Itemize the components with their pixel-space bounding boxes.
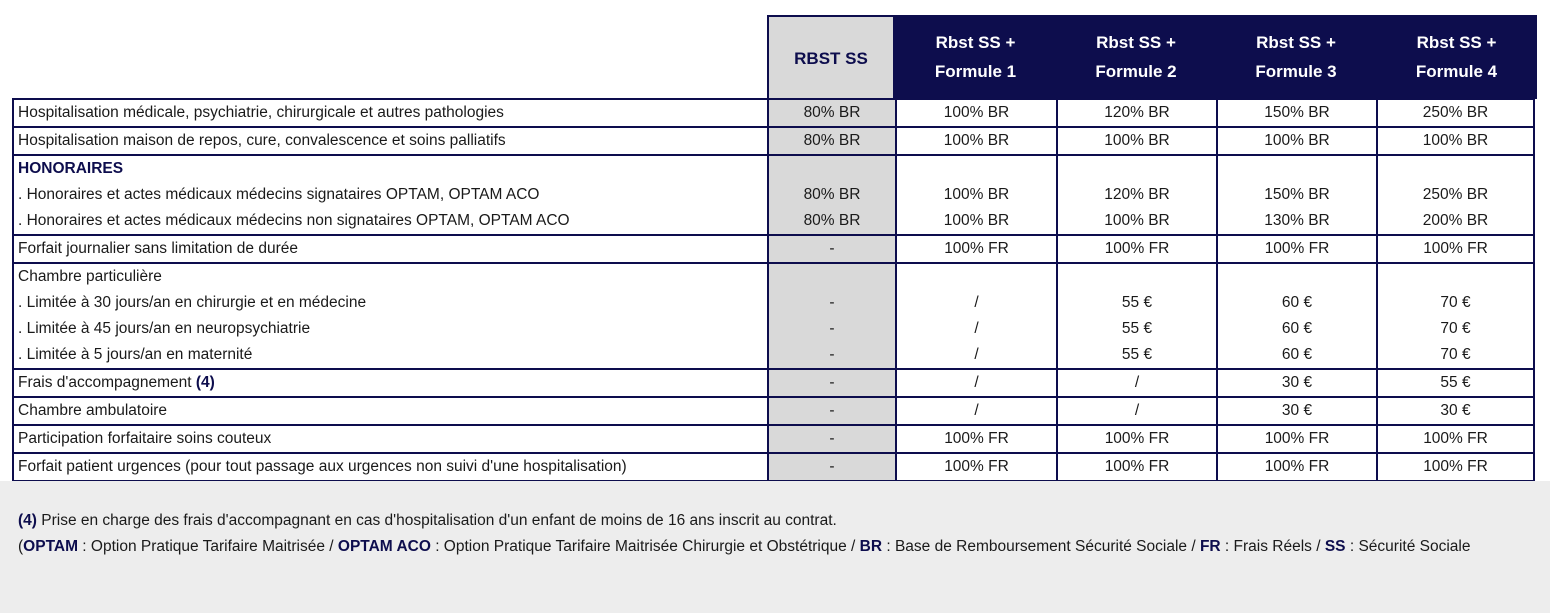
cell-formule-2: 55 € <box>1121 346 1153 363</box>
row-label: Forfait patient urgences (pour tout passage aux urgences non suivi d'une hospitalisation) <box>18 458 627 475</box>
cell-rbst-ss: - <box>829 346 835 363</box>
row-label: . Limitée à 5 jours/an en maternité <box>18 346 253 363</box>
row-label: . Honoraires et actes médicaux médecins non signataires OPTAM, OPTAM ACO <box>18 212 570 229</box>
cell-rbst-ss: 80% BR <box>803 186 861 203</box>
cell-formule-4: 200% BR <box>1422 212 1489 229</box>
row-label: Chambre ambulatoire <box>18 402 168 419</box>
header-formule-1-line2: Formule 1 <box>934 62 1017 81</box>
cell-formule-2: 55 € <box>1121 320 1153 337</box>
cell-formule-3: 60 € <box>1281 294 1313 311</box>
header-formule-4 <box>1376 15 1537 99</box>
cell-formule-4: 70 € <box>1440 320 1471 337</box>
cell-formule-3: 100% FR <box>1264 430 1330 447</box>
cell-formule-2: 100% BR <box>1104 212 1170 229</box>
cell-formule-4: 70 € <box>1440 346 1471 363</box>
cell-rbst-ss: 80% BR <box>803 212 861 229</box>
footnote-ref: (4) <box>195 374 215 391</box>
row-label: Forfait journalier sans limitation de durée <box>18 240 298 257</box>
cell-formule-4: 100% FR <box>1423 430 1488 447</box>
header-formule-2-line2: Formule 2 <box>1095 62 1177 81</box>
cell-rbst-ss: - <box>829 320 835 337</box>
footnotes-panel <box>0 481 1550 613</box>
header-formule-4-line1: Rbst SS + <box>1416 33 1497 52</box>
section-title-honoraires: HONORAIRES <box>18 160 124 177</box>
header-formule-2 <box>1056 15 1216 99</box>
cell-rbst-ss: - <box>829 458 835 475</box>
cell-formule-3: 30 € <box>1281 374 1313 391</box>
header-rbst-ss <box>767 15 895 99</box>
row-label: Hospitalisation maison de repos, cure, convalescence et soins palliatifs <box>18 132 506 149</box>
footnote-4 <box>18 508 837 534</box>
cell-formule-1: 100% FR <box>944 240 1009 257</box>
header-rbst-ss-label: RBST SS <box>794 48 868 68</box>
table-row-honoraires <box>13 155 1534 235</box>
table-row <box>13 235 1534 263</box>
cell-formule-3: 100% BR <box>1264 132 1330 149</box>
header-formule-4-line2: Formule 4 <box>1415 62 1498 81</box>
cell-formule-2: 100% BR <box>1104 132 1170 149</box>
glossary-def-ss: : Sécurité Sociale <box>1345 538 1471 555</box>
table-row <box>13 369 1534 397</box>
glossary-def-optam-aco: : Option Pratique Tarifaire Maitrisée Chirurgie et Obstétrique / <box>430 538 860 555</box>
glossary-def-fr: : Frais Réels / <box>1220 538 1325 555</box>
cell-rbst-ss: - <box>829 374 835 391</box>
row-label: . Limitée à 45 jours/an en neuropsychiatrie <box>18 320 311 337</box>
cell-formule-2: / <box>1134 402 1140 419</box>
cell-formule-2: 100% FR <box>1104 458 1170 475</box>
table-row <box>13 397 1534 425</box>
table-row <box>13 453 1534 481</box>
cell-formule-3: 60 € <box>1281 346 1313 363</box>
glossary-term-optam-aco: OPTAM ACO <box>337 538 431 555</box>
cell-rbst-ss: - <box>829 402 835 419</box>
cell-formule-2: 120% BR <box>1104 186 1170 203</box>
cell-formule-4: 250% BR <box>1422 104 1489 121</box>
cell-formule-4: 100% BR <box>1422 132 1489 149</box>
cell-formule-1: / <box>974 294 979 311</box>
cell-formule-3: 30 € <box>1281 402 1313 419</box>
cell-formule-3: 60 € <box>1281 320 1313 337</box>
row-label: . Limitée à 30 jours/an en chirurgie et en médecine <box>18 294 367 311</box>
cell-rbst-ss: - <box>829 294 835 311</box>
glossary-term-optam: OPTAM <box>23 538 78 555</box>
cell-formule-1: 100% BR <box>943 104 1010 121</box>
cell-formule-2: / <box>1134 374 1140 391</box>
row-label: Hospitalisation médicale, psychiatrie, chirurgicale et autres pathologies <box>18 104 504 121</box>
footnote-4-text: Prise en charge des frais d'accompagnant en cas d'hospitalisation d'un enfant de moins de 16 ans inscrit au contrat. <box>36 512 837 529</box>
cell-formule-1: 100% FR <box>944 430 1009 447</box>
cell-formule-1: / <box>974 402 979 419</box>
cell-formule-1: / <box>974 320 979 337</box>
glossary-term-br: BR <box>859 538 883 555</box>
table-row-chambre <box>13 263 1534 369</box>
table-row <box>13 99 1534 127</box>
table-row <box>13 425 1534 453</box>
cell-formule-4: 250% BR <box>1422 186 1489 203</box>
cell-formule-3: 100% FR <box>1264 240 1330 257</box>
cell-formule-2: 100% FR <box>1104 430 1170 447</box>
glossary-def-br: : Base de Remboursement Sécurité Sociale / <box>882 538 1200 555</box>
cell-formule-2: 100% FR <box>1104 240 1170 257</box>
row-label: . Honoraires et actes médicaux médecins signataires OPTAM, OPTAM ACO <box>18 186 540 203</box>
glossary-term-fr: FR <box>1199 538 1221 555</box>
header-formule-3-line1: Rbst SS + <box>1256 33 1336 52</box>
guarantees-table <box>12 98 1535 482</box>
footnote-4-number: (4) <box>18 512 37 529</box>
header-formule-1-line1: Rbst SS + <box>935 33 1016 52</box>
cell-formule-4: 100% FR <box>1423 458 1488 475</box>
row-label: Frais d'accompagnement <box>18 374 192 391</box>
cell-formule-3: 150% BR <box>1264 104 1330 121</box>
cell-formule-1: / <box>974 346 979 363</box>
cell-formule-4: 70 € <box>1440 294 1471 311</box>
section-title-chambre: Chambre particulière <box>18 268 162 285</box>
header-formule-3-line2: Formule 3 <box>1255 62 1337 81</box>
row-label: Participation forfaitaire soins couteux <box>18 430 272 447</box>
cell-formule-3: 100% FR <box>1264 458 1330 475</box>
table-row <box>13 127 1534 155</box>
cell-formule-1: / <box>974 374 979 391</box>
cell-formule-1: 100% FR <box>944 458 1009 475</box>
cell-formule-3: 130% BR <box>1264 212 1330 229</box>
glossary-open: ( <box>18 538 24 555</box>
cell-rbst-ss: - <box>829 430 835 447</box>
cell-rbst-ss: 80% BR <box>803 132 861 149</box>
cell-formule-1: 100% BR <box>943 212 1010 229</box>
cell-formule-1: 100% BR <box>943 186 1010 203</box>
glossary-term-ss: SS <box>1324 538 1346 555</box>
cell-formule-3: 150% BR <box>1264 186 1330 203</box>
cell-formule-1: 100% BR <box>943 132 1010 149</box>
header-formule-1 <box>895 15 1056 99</box>
cell-formule-2: 55 € <box>1121 294 1153 311</box>
cell-formule-2: 120% BR <box>1104 104 1170 121</box>
cell-formule-4: 100% FR <box>1423 240 1488 257</box>
glossary <box>18 534 1518 560</box>
header-formule-3 <box>1216 15 1376 99</box>
cell-formule-4: 30 € <box>1440 402 1471 419</box>
glossary-def-optam: : Option Pratique Tarifaire Maitrisée / <box>78 538 338 555</box>
header-formule-2-line1: Rbst SS + <box>1096 33 1176 52</box>
cell-rbst-ss: - <box>829 240 835 257</box>
cell-rbst-ss: 80% BR <box>803 104 861 121</box>
cell-formule-4: 55 € <box>1440 374 1471 391</box>
